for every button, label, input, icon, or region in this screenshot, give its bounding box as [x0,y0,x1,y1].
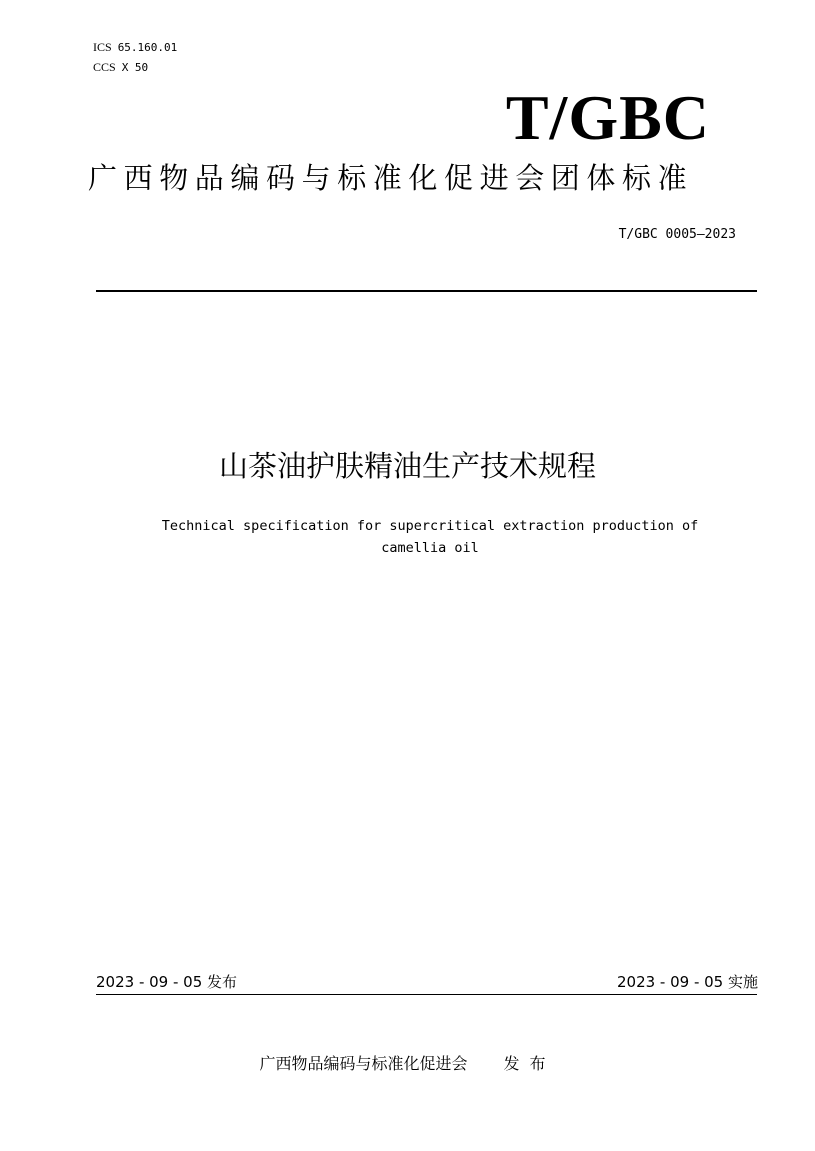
ics-label: ICS [93,40,112,54]
ccs-classification [93,60,148,75]
ccs-label: CCS [93,60,116,74]
document-title-en [80,515,780,559]
standard-number: T/GBC 0005—2023 [618,227,736,242]
publisher-name: 广西物品编码与标准化促进会 [259,1054,468,1073]
title-en-line-1: Technical specification for supercritical extraction production of [161,518,699,534]
header-divider [96,290,757,292]
organization-title: 广西物品编码与标准化促进会团体标准 [88,161,694,195]
publisher-line [0,1053,815,1075]
title-en-line-2: camellia oil [381,540,479,556]
ics-code: 65.160.01 [117,41,178,54]
issue-date: 2023 - 09 - 05 发布 [96,973,238,991]
ccs-code: X 50 [121,61,149,74]
ics-classification [93,40,177,55]
document-title-cn: 山茶油护肤精油生产技术规程 [218,449,596,483]
publisher-action: 发布 [503,1054,556,1073]
implement-date: 2023 - 09 - 05 实施 [616,973,758,991]
footer-divider [96,994,757,995]
standard-logo: T/GBC [505,82,710,153]
